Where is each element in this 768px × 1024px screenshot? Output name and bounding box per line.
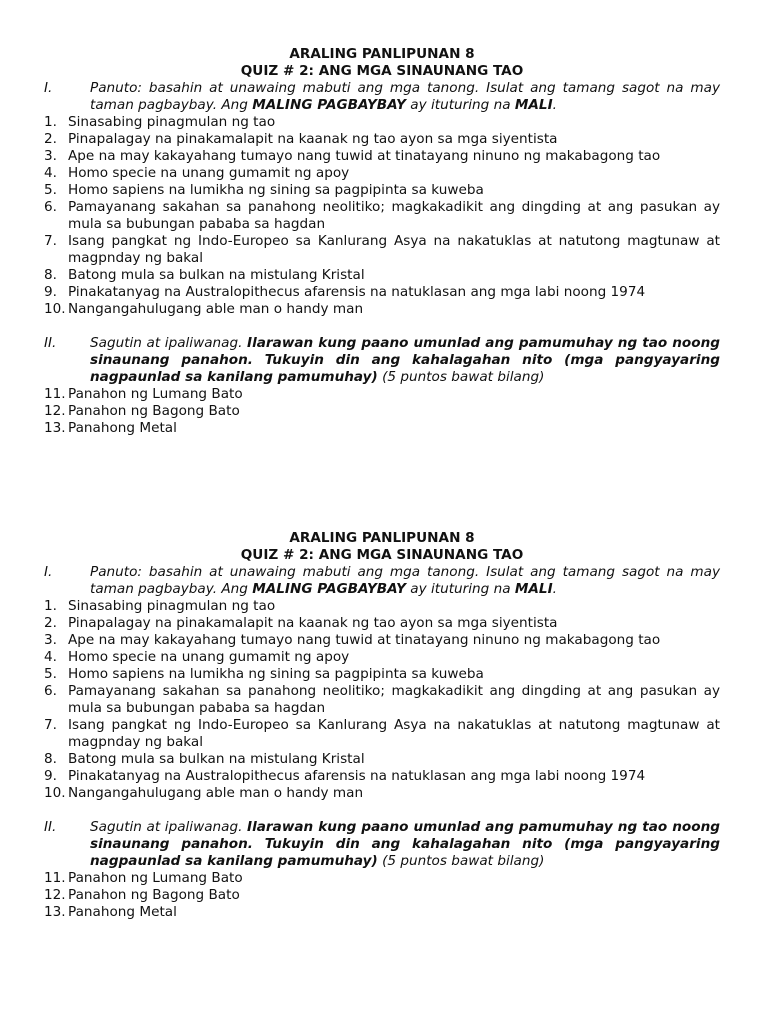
list-item: 1. Sinasabing pinagmulan ng tao bbox=[44, 598, 276, 614]
quiz-sheet-bottom bbox=[44, 530, 720, 921]
list-item: 3. Ape na may kakayahang tumayo nang tuwid at tinatayang ninuno ng makabagong tao bbox=[44, 148, 661, 164]
list-item: 9. Pinakatanyag na Australopithecus afarensis na natuklasan ang mga labi noong 1974 bbox=[44, 768, 646, 784]
list-item: 4. Homo specie na unang gumamit ng apoy bbox=[44, 165, 350, 181]
part-1-instructions bbox=[44, 80, 720, 114]
part-1-numeral: I. bbox=[44, 80, 53, 96]
list-item: 11. Panahon ng Lumang Bato bbox=[44, 870, 243, 886]
list-item: 8. Batong mula sa bulkan na mistulang Kristal bbox=[44, 267, 365, 283]
list-item: 13. Panahong Metal bbox=[44, 420, 177, 436]
list-item: 12. Panahon ng Bagong Bato bbox=[44, 887, 240, 903]
list-item: 7. Isang pangkat ng Indo-Europeo sa Kanlurang Asya na nakatuklas at natutong magtunaw at magpnday ng bakal bbox=[44, 233, 720, 266]
quiz-sheet-top bbox=[44, 46, 720, 437]
emphasis-mali: MALI bbox=[514, 581, 553, 597]
list-item: 9. Pinakatanyag na Australopithecus afarensis na natuklasan ang mga labi noong 1974 bbox=[44, 284, 646, 300]
list-item: 7. Isang pangkat ng Indo-Europeo sa Kanlurang Asya na nakatuklas at natutong magtunaw at magpnday ng bakal bbox=[44, 717, 720, 750]
emphasis-spelling: MALING PAGBAYBAY bbox=[252, 97, 406, 113]
part-1-text: Panuto: basahin at unawaing mabuti ang mga tanong. Isulat ang tamang sagot na may taman pagbaybay. Ang MALING PAGBAYBAY ay ituturing na MALI. bbox=[90, 80, 720, 113]
list-item: 8. Batong mula sa bulkan na mistulang Kristal bbox=[44, 751, 365, 767]
quiz-subtitle: QUIZ # 2: ANG MGA SINAUNANG TAO bbox=[240, 63, 524, 79]
list-item: 10. Nangangahulugang able man o handy man bbox=[44, 301, 364, 317]
list-item: 12. Panahon ng Bagong Bato bbox=[44, 403, 240, 419]
list-item: 6. Pamayanang sakahan sa panahong neolitiko; magkakadikit ang dingding at ang pasukan ay mula sa bubungan pababa sa hagdan bbox=[44, 199, 720, 232]
question-list bbox=[44, 114, 720, 318]
part-2-text: Sagutin at ipaliwanag. Ilarawan kung paano umunlad ang pamumuhay ng tao noong sinaunang panahon. Tukuyin din ang kahalagahan nito (mga pangyayaring nagpaunlad sa kanilang pamumuhay) (5 puntos bawat bilang) bbox=[90, 335, 720, 385]
list-item: 13. Panahong Metal bbox=[44, 904, 177, 920]
essay-list bbox=[44, 870, 720, 921]
list-item: 6. Pamayanang sakahan sa panahong neolitiko; magkakadikit ang dingding at ang pasukan ay mula sa bubungan pababa sa hagdan bbox=[44, 683, 720, 716]
quiz-title: ARALING PANLIPUNAN 8 bbox=[289, 46, 475, 62]
list-item: 5. Homo sapiens na lumikha ng sining sa pagpipinta sa kuweba bbox=[44, 182, 484, 198]
list-item: 10. Nangangahulugang able man o handy man bbox=[44, 785, 364, 801]
part-2-numeral: II. bbox=[44, 335, 57, 351]
part-1-instructions bbox=[44, 564, 720, 598]
list-item: 3. Ape na may kakayahang tumayo nang tuwid at tinatayang ninuno ng makabagong tao bbox=[44, 632, 661, 648]
part-2-instructions bbox=[44, 335, 720, 386]
part-2-instructions bbox=[44, 819, 720, 870]
emphasis-spelling: MALING PAGBAYBAY bbox=[252, 581, 406, 597]
part-1-numeral: I. bbox=[44, 564, 53, 580]
quiz-title: ARALING PANLIPUNAN 8 bbox=[289, 530, 475, 546]
list-item: 4. Homo specie na unang gumamit ng apoy bbox=[44, 649, 350, 665]
essay-list bbox=[44, 386, 720, 437]
list-item: 5. Homo sapiens na lumikha ng sining sa pagpipinta sa kuweba bbox=[44, 666, 484, 682]
list-item: 1. Sinasabing pinagmulan ng tao bbox=[44, 114, 276, 130]
part-2-numeral: II. bbox=[44, 819, 57, 835]
list-item: 2. Pinapalagay na pinakamalapit na kaanak ng tao ayon sa mga siyentista bbox=[44, 615, 558, 631]
list-item: 2. Pinapalagay na pinakamalapit na kaanak ng tao ayon sa mga siyentista bbox=[44, 131, 558, 147]
quiz-subtitle: QUIZ # 2: ANG MGA SINAUNANG TAO bbox=[240, 547, 524, 563]
list-item: 11. Panahon ng Lumang Bato bbox=[44, 386, 243, 402]
part-1-text: Panuto: basahin at unawaing mabuti ang mga tanong. Isulat ang tamang sagot na may taman pagbaybay. Ang MALING PAGBAYBAY ay ituturing na MALI. bbox=[90, 564, 720, 597]
question-list bbox=[44, 598, 720, 802]
part-2-text: Sagutin at ipaliwanag. Ilarawan kung paano umunlad ang pamumuhay ng tao noong sinaunang panahon. Tukuyin din ang kahalagahan nito (mga pangyayaring nagpaunlad sa kanilang pamumuhay) (5 puntos bawat bilang) bbox=[90, 819, 720, 869]
emphasis-mali: MALI bbox=[514, 97, 553, 113]
